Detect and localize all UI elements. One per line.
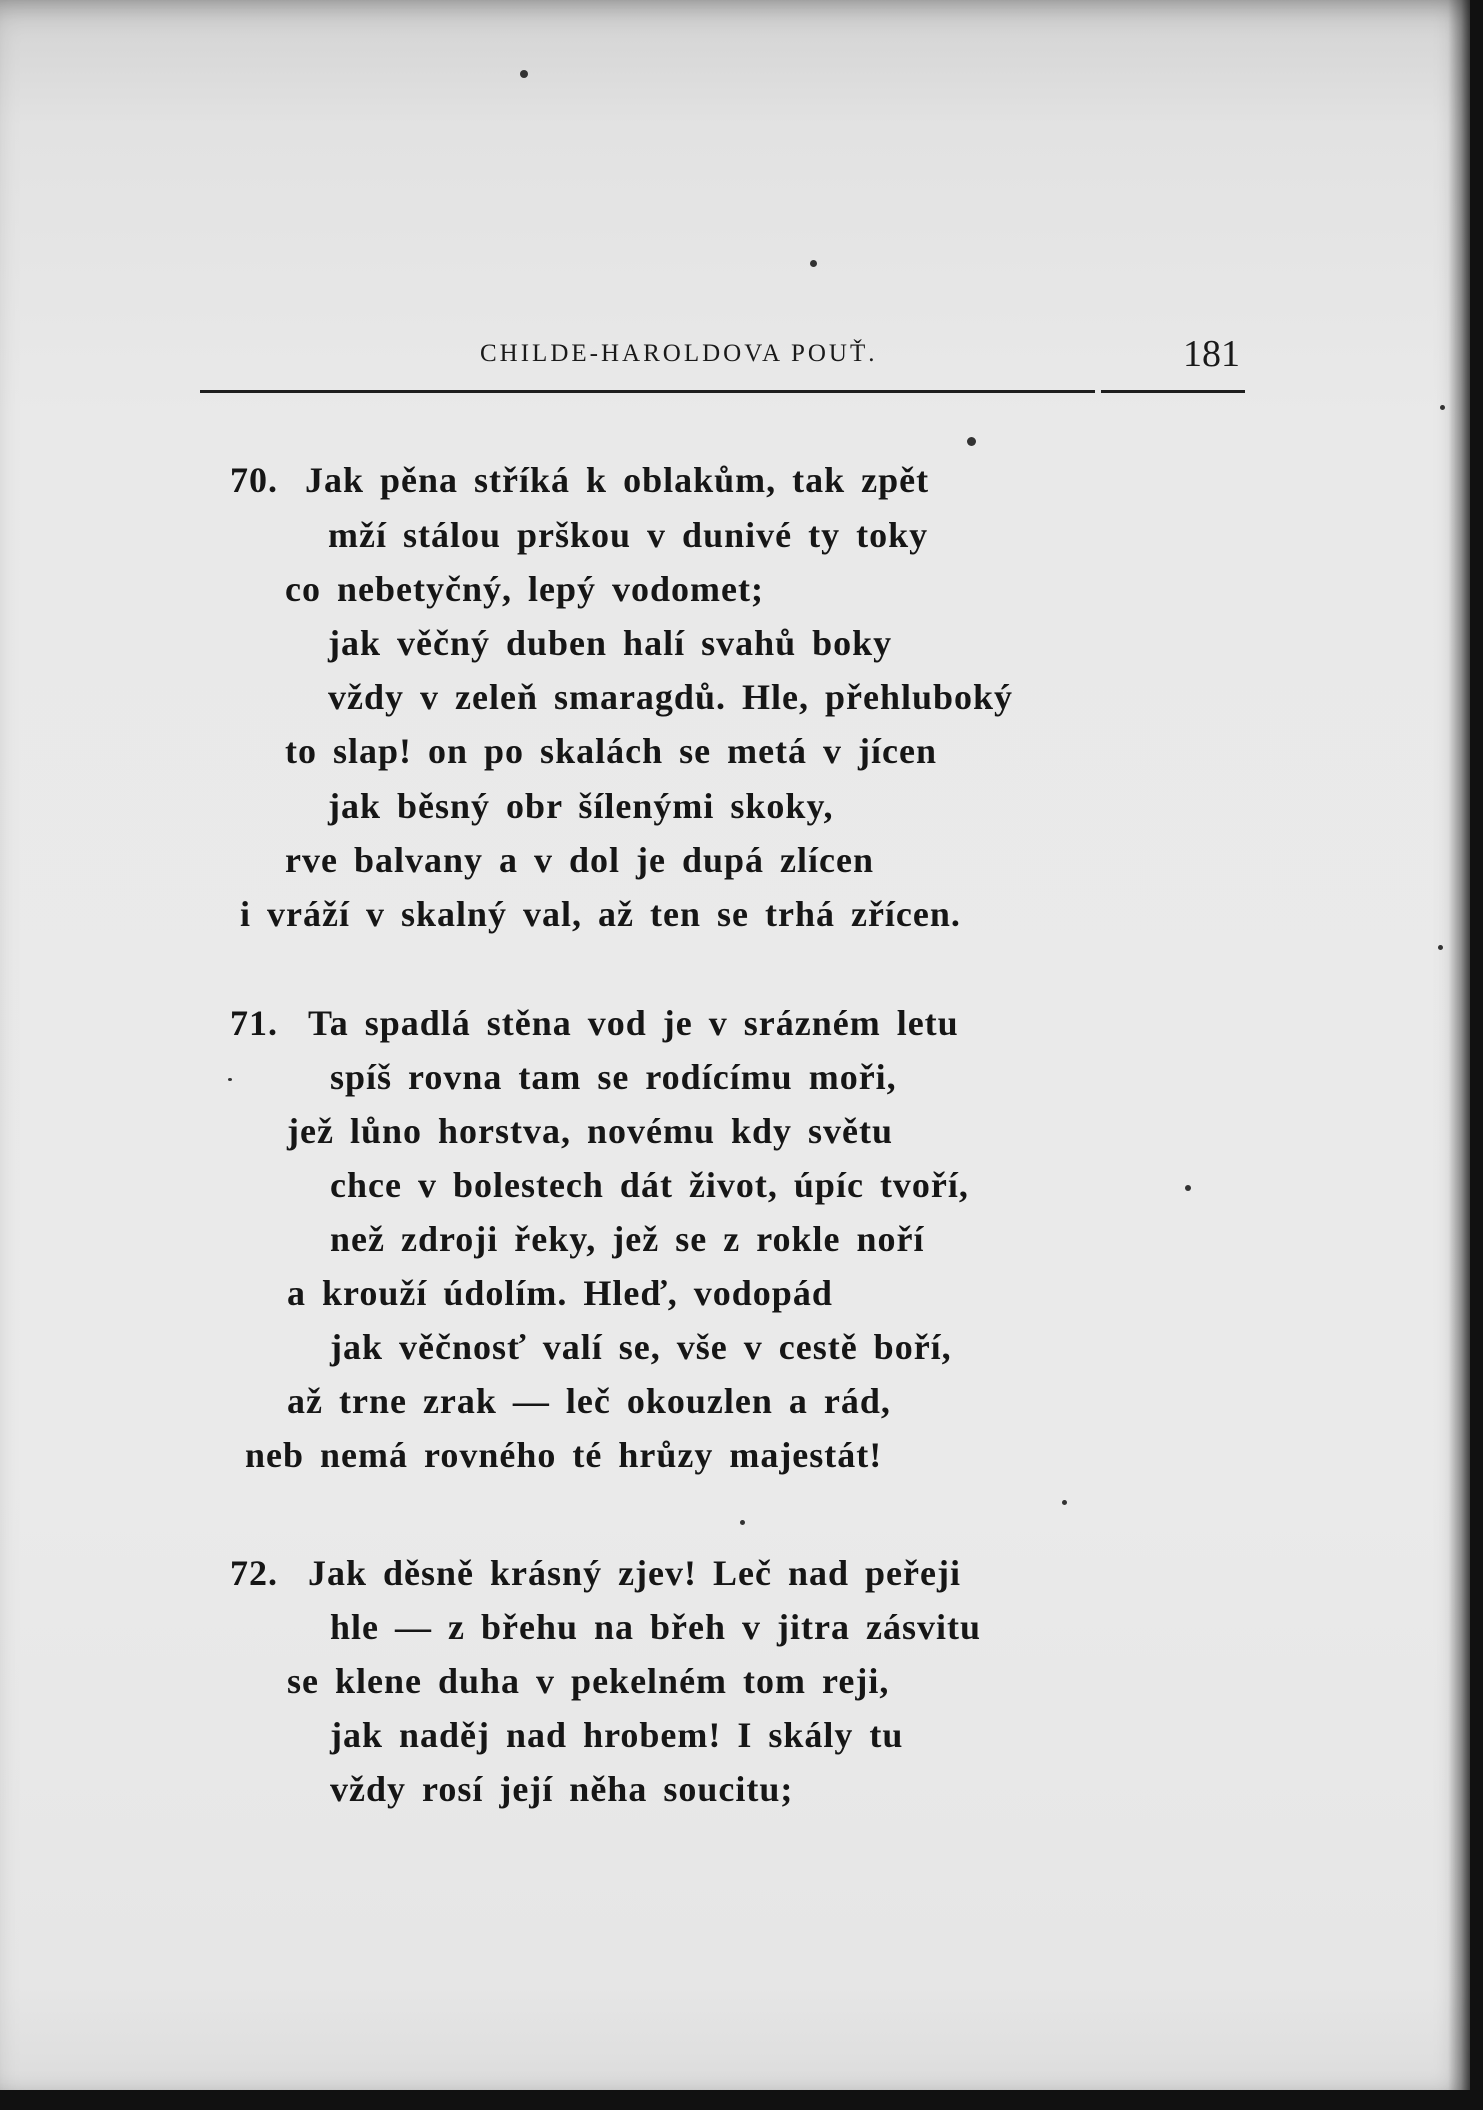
running-title: CHILDE-HAROLDOVA POUŤ.: [480, 340, 878, 367]
stanza-number: 72.: [230, 1553, 278, 1593]
page-edge-shadow: [1448, 0, 1470, 2090]
verse-line: se klene duha v pekelném tom reji,: [287, 1661, 890, 1701]
verse-line: chce v bolestech dát život, úpíc tvoří,: [330, 1165, 969, 1205]
verse-line: co nebetyčný, lepý vodomet;: [285, 569, 764, 609]
verse-line: rve balvany a v dol je dupá zlícen: [285, 840, 875, 880]
verse-line: Ta spadlá stěna vod je v srázném letu: [308, 1003, 959, 1043]
verse-line: to slap! on po skalách se metá v jícen: [285, 731, 937, 771]
verse-line: jak běsný obr šílenými skoky,: [328, 786, 834, 826]
verse-line: neb nemá rovného té hrůzy majestát!: [245, 1435, 883, 1475]
verse-line: Jak pěna stříká k oblakům, tak zpět: [305, 460, 930, 500]
page-number: 181: [1183, 333, 1240, 375]
verse-line: jak naděj nad hrobem! I skály tu: [330, 1715, 904, 1755]
dust-speck: [520, 70, 528, 78]
dust-speck: [740, 1520, 745, 1525]
verse-line: a krouží údolím. Hleď, vodopád: [287, 1273, 833, 1313]
verse-line: jak věčný duben halí svahů boky: [328, 623, 893, 663]
verse-line: vždy rosí její něha soucitu;: [330, 1769, 794, 1809]
dust-speck: [1440, 405, 1445, 410]
stanza-number: 70.: [230, 460, 278, 500]
dust-speck: [810, 260, 817, 267]
dust-speck: [228, 1078, 232, 1081]
verse-line: spíš rovna tam se rodícímu moři,: [330, 1057, 897, 1097]
verse-line: i vráží v skalný val, až ten se trhá zřícen.: [240, 894, 961, 934]
dust-speck: [1185, 1185, 1191, 1191]
verse-line: mží stálou prškou v dunivé ty toky: [328, 515, 929, 555]
verse-line: Jak děsně krásný zjev! Leč nad peřeji: [308, 1553, 961, 1593]
verse-line: až trne zrak — leč okouzlen a rád,: [287, 1381, 891, 1421]
verse-line: jak věčnosť valí se, vše v cestě boří,: [330, 1327, 952, 1367]
dust-speck: [1438, 945, 1443, 950]
running-head: [200, 332, 1240, 382]
dust-speck: [967, 437, 976, 446]
verse-line: než zdroji řeky, jež se z rokle noří: [330, 1219, 925, 1259]
stanza-number: 71.: [230, 1003, 278, 1043]
dust-speck: [1062, 1500, 1067, 1505]
verse-line: vždy v zeleň smaragdů. Hle, přehluboký: [328, 677, 1014, 717]
header-rule-gap: [1095, 388, 1101, 395]
verse-line: jež lůno horstva, novému kdy světu: [287, 1111, 894, 1151]
header-rule: [200, 390, 1245, 393]
verse-line: hle — z břehu na břeh v jitra zásvitu: [330, 1607, 981, 1647]
